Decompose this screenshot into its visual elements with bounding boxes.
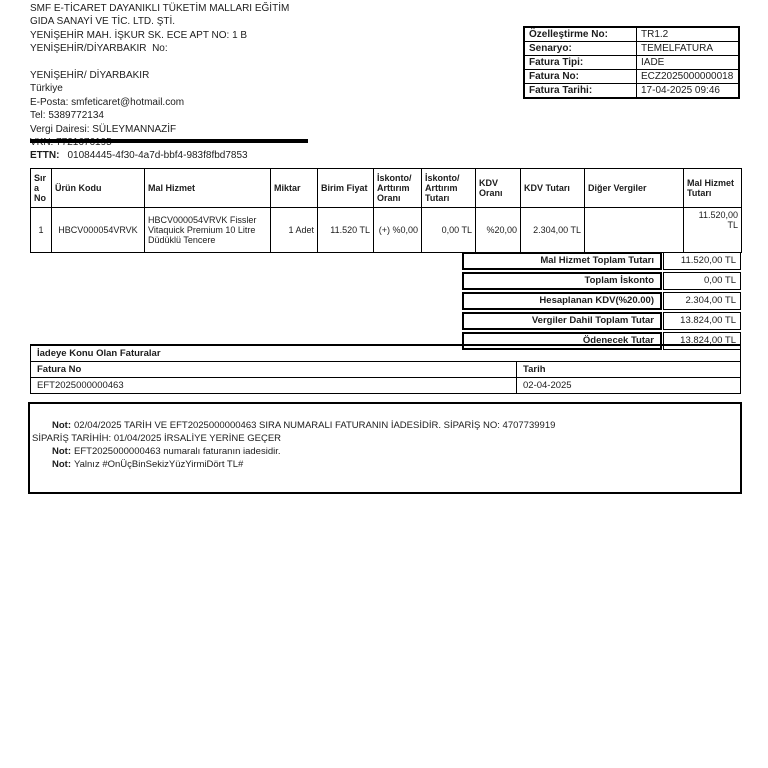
invoice-meta-table <box>523 26 740 99</box>
total-value: 2.304,00 TL <box>663 292 741 310</box>
header-birim-fiyat: Birim Fiyat <box>318 169 374 208</box>
notes-section <box>28 402 742 494</box>
item-urun-kodu: HBCV000054VRVK <box>52 208 145 253</box>
meta-row-fatura-tipi <box>524 56 739 70</box>
note-label: Not: <box>52 446 71 457</box>
note-text: Yalnız #OnÜçBinSekizYüzYirmiDört TL# <box>74 459 244 470</box>
total-row-vergiler-dahil <box>462 312 741 330</box>
seller-line: YENİŞEHİR/ DİYARBAKIR <box>30 70 150 82</box>
header-mal-hizmet-tutari: Mal Hizmet Tutarı <box>684 169 742 208</box>
ettn-value: 01084445-4f30-4a7d-bbf4-983f8fbd7853 <box>67 150 248 161</box>
seller-line: YENİŞEHİR/DİYARBAKIR No: <box>30 43 168 55</box>
seller-info <box>30 2 500 149</box>
totals-section <box>462 252 741 352</box>
meta-value: TR1.2 <box>637 27 740 42</box>
ettn-label: ETTN: <box>30 150 60 161</box>
header-kdv-orani: KDV Oranı <box>476 169 521 208</box>
meta-label: Özelleştirme No: <box>524 27 637 42</box>
return-tarih: 02-04-2025 <box>517 378 741 394</box>
note-line <box>30 458 740 471</box>
items-header-row <box>31 169 742 208</box>
section-divider <box>30 139 308 143</box>
return-header-fatura-no: Fatura No <box>31 362 517 378</box>
return-invoices-title-row <box>31 345 741 362</box>
header-iskonto-tutari: İskonto/ Arttırım Tutarı <box>422 169 476 208</box>
meta-label: Fatura Tarihi: <box>524 84 637 99</box>
line-items-table <box>30 168 742 253</box>
note-line <box>30 419 740 432</box>
seller-line: YENİŞEHİR MAH. İŞKUR SK. ECE APT NO: 1 B <box>30 29 248 41</box>
seller-line <box>30 56 500 69</box>
item-birim-fiyat: 11.520 TL <box>318 208 374 253</box>
total-row-mal-hizmet-toplam <box>462 252 741 270</box>
note-text: SİPARİŞ TARİHİH: 01/04/2025 İRSALİYE YERİNE GEÇER <box>32 433 282 444</box>
total-label: Ödenecek Tutar <box>462 332 662 350</box>
total-label: Vergiler Dahil Toplam Tutar <box>462 312 662 330</box>
ettn-row <box>30 150 248 161</box>
header-urun-kodu: Ürün Kodu <box>52 169 145 208</box>
return-fatura-no: EFT2025000000463 <box>31 378 517 394</box>
seller-tax-office: Vergi Dairesi: SÜLEYMANNAZİF <box>30 123 177 135</box>
total-label: Mal Hizmet Toplam Tutarı <box>462 252 662 270</box>
meta-label: Fatura Tipi: <box>524 56 637 70</box>
total-row-hesaplanan-kdv <box>462 292 741 310</box>
note-text: EFT2025000000463 numaralı faturanın iadesidir. <box>74 446 281 457</box>
return-invoices-header-row <box>31 362 741 378</box>
total-value: 13.824,00 TL <box>663 312 741 330</box>
item-kdv-orani: %20,00 <box>476 208 521 253</box>
item-iskonto-tutari: 0,00 TL <box>422 208 476 253</box>
meta-value: ECZ2025000000018 <box>637 70 740 84</box>
header-iskonto-orani: İskonto/ Arttırım Oranı <box>374 169 422 208</box>
meta-value: TEMELFATURA <box>637 42 740 56</box>
header-kdv-tutari: KDV Tutarı <box>521 169 585 208</box>
meta-label: Fatura No: <box>524 70 637 84</box>
item-miktar: 1 Adet <box>271 208 318 253</box>
return-header-tarih: Tarih <box>517 362 741 378</box>
total-value: 11.520,00 TL <box>663 252 741 270</box>
header-mal-hizmet: Mal Hizmet <box>145 169 271 208</box>
item-kdv-tutari: 2.304,00 TL <box>521 208 585 253</box>
meta-row-senaryo <box>524 42 739 56</box>
item-mal-hizmet-tutari: 11.520,00 TL <box>684 208 742 253</box>
return-invoice-row <box>31 378 741 394</box>
item-mal-hizmet: HBCV000054VRVK Fissler Vitaquick Premium 10 Litre Düdüklü Tencere <box>145 208 271 253</box>
note-label: Not: <box>52 459 71 470</box>
seller-line: GIDA SANAYİ VE TİC. LTD. ŞTİ. <box>30 16 176 28</box>
total-value: 13.824,00 TL <box>663 332 741 350</box>
header-miktar: Miktar <box>271 169 318 208</box>
note-text: 02/04/2025 TARİH VE EFT2025000000463 SIRA NUMARALI FATURANIN İADESİDİR. SİPARİŞ NO: 4707739919 <box>74 420 556 431</box>
meta-row-fatura-tarihi <box>524 84 739 99</box>
seller-line: SMF E-TİCARET DAYANIKLI TÜKETİM MALLARI EĞİTİM <box>30 3 290 14</box>
seller-phone: Tel: 5389772134 <box>30 110 104 122</box>
header-sira-no: Sıra No <box>31 169 52 208</box>
item-iskonto-orani: (+) %0,00 <box>374 208 422 253</box>
total-label: Toplam İskonto <box>462 272 662 290</box>
note-line-continuation <box>30 432 740 445</box>
meta-value: 17-04-2025 09:46 <box>637 84 740 99</box>
seller-email: E-Posta: smfeticaret@hotmail.com <box>30 96 185 108</box>
total-label: Hesaplanan KDV(%20.00) <box>462 292 662 310</box>
note-label: Not: <box>52 420 71 431</box>
meta-label: Senaryo: <box>524 42 637 56</box>
item-sira-no: 1 <box>31 208 52 253</box>
note-line <box>30 445 740 458</box>
return-invoices-table <box>30 344 741 394</box>
meta-row-fatura-no <box>524 70 739 84</box>
total-row-toplam-iskonto <box>462 272 741 290</box>
seller-line: Türkiye <box>30 83 63 95</box>
return-invoices-title: İadeye Konu Olan Faturalar <box>31 345 741 362</box>
item-row <box>31 208 742 253</box>
meta-value: IADE <box>637 56 740 70</box>
item-diger-vergiler <box>585 208 684 253</box>
total-value: 0,00 TL <box>663 272 741 290</box>
meta-row-ozellestirme <box>524 27 739 42</box>
header-diger-vergiler: Diğer Vergiler <box>585 169 684 208</box>
